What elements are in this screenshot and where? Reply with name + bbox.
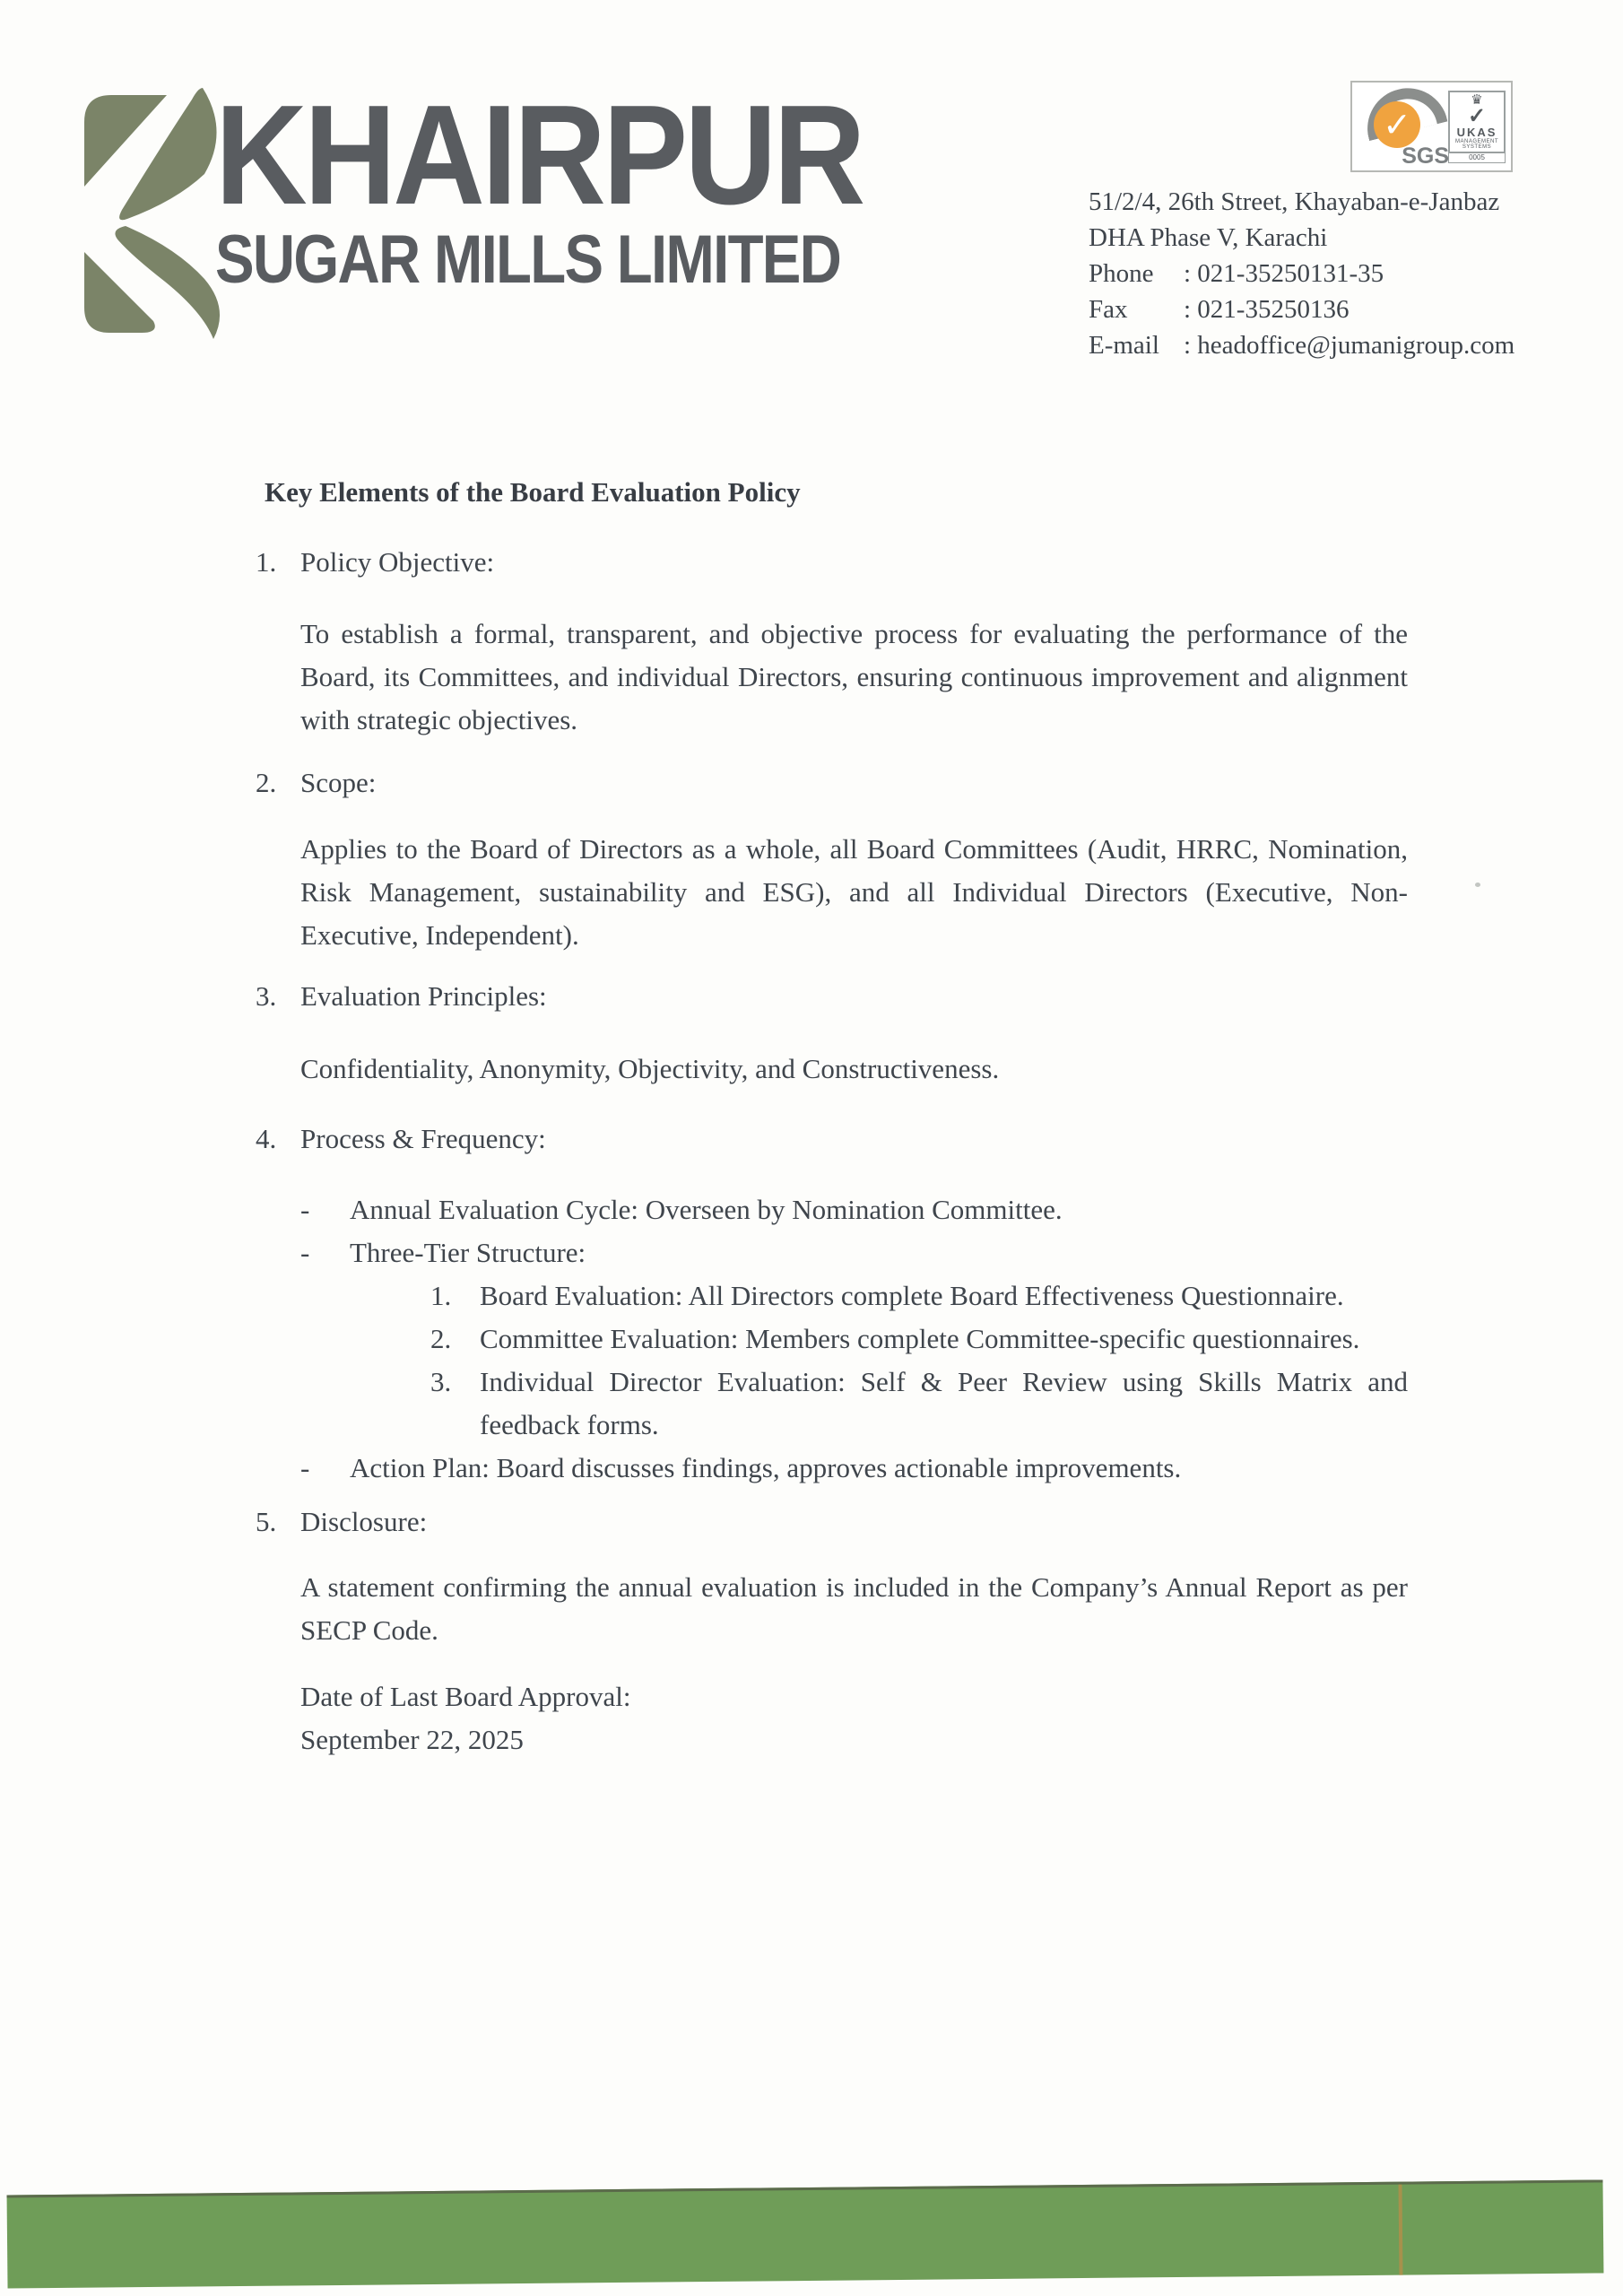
ukas-label: UKAS xyxy=(1456,125,1497,139)
section-5-paragraph: A statement confirming the annual evaluation is included in the Company’s Annual Report as per SECP Code. xyxy=(300,1571,1408,1646)
phone-label: Phone xyxy=(1089,259,1154,288)
section-5-number: 5. xyxy=(256,1506,277,1537)
section-1-number: 1. xyxy=(256,546,277,578)
sgs-check-icon: ✓ xyxy=(1374,101,1420,148)
section-1-title: Policy Objective: xyxy=(300,546,495,578)
tier-number: 2. xyxy=(430,1323,452,1354)
sgs-badge xyxy=(1359,87,1449,169)
company-name xyxy=(215,76,942,298)
fax-row xyxy=(1089,291,1519,327)
email-row xyxy=(1089,327,1519,363)
section-3-paragraph: Confidentiality, Anonymity, Objectivity, and Constructiveness. xyxy=(300,1053,1000,1084)
section-2-title: Scope: xyxy=(300,767,377,798)
address-line1: 51/2/4, 26th Street, Khayaban-e-Janbaz xyxy=(1089,187,1500,216)
process-item-text: Three-Tier Structure: xyxy=(350,1237,586,1268)
company-name-line1: KHAIRPUR xyxy=(215,76,863,234)
footer-green-bar xyxy=(7,2179,1604,2288)
company-name-line2: SUGAR MILLS LIMITED xyxy=(215,222,841,298)
policy-document-body xyxy=(256,471,1408,1761)
section-4-title: Process & Frequency: xyxy=(300,1123,546,1154)
ukas-check-icon: ✓ xyxy=(1467,103,1487,128)
tier-item-text: Committee Evaluation: Members complete Committee-specific questionnaires. xyxy=(480,1323,1360,1354)
ukas-crown-icon: ♛ xyxy=(1471,91,1483,108)
ukas-badge xyxy=(1448,91,1506,163)
section-4-number: 4. xyxy=(256,1123,277,1154)
certification-badges xyxy=(1350,81,1513,172)
fax-label: Fax xyxy=(1089,295,1128,324)
ukas-subtitle-line2: SYSTEMS xyxy=(1462,144,1492,150)
company-logo-k-icon xyxy=(68,77,230,346)
process-item-text: Annual Evaluation Cycle: Overseen by Nomination Committee. xyxy=(350,1194,1063,1225)
section-2-heading xyxy=(256,761,1408,804)
section-5-heading xyxy=(256,1500,1408,1544)
section-3-number: 3. xyxy=(256,980,277,1012)
page-title: Key Elements of the Board Evaluation Policy xyxy=(265,476,801,508)
sgs-label: SGS xyxy=(1402,144,1449,169)
scan-speck xyxy=(1475,883,1480,887)
contact-block xyxy=(1089,184,1519,363)
email-label: E-mail xyxy=(1089,331,1159,360)
dash-marker: - xyxy=(300,1237,310,1268)
address-line2: DHA Phase V, Karachi xyxy=(1089,223,1328,252)
tier-number: 1. xyxy=(430,1280,452,1311)
approval-date: September 22, 2025 xyxy=(300,1724,524,1755)
tier-item-text: Individual Director Evaluation: Self & Peer Review using Skills Matrix and feedback forms. xyxy=(480,1366,1408,1440)
section-3-title: Evaluation Principles: xyxy=(300,980,547,1012)
dash-marker: - xyxy=(300,1194,310,1225)
process-list-item xyxy=(300,1188,1408,1231)
tier-list-item xyxy=(430,1318,1408,1361)
tier-item-text: Board Evaluation: All Directors complete Board Effectiveness Questionnaire. xyxy=(480,1280,1344,1311)
email-value: : headoffice@jumanigroup.com xyxy=(1184,331,1515,360)
tier-list-item xyxy=(430,1274,1408,1318)
tier-number: 3. xyxy=(430,1366,452,1397)
section-1-heading xyxy=(256,541,1408,584)
dash-marker: - xyxy=(300,1452,310,1483)
footer-accent-line xyxy=(1398,2185,1402,2275)
fax-value: : 021-35250136 xyxy=(1184,295,1350,324)
section-3-heading xyxy=(256,975,1408,1018)
ukas-number: 0005 xyxy=(1448,153,1506,163)
process-item-text: Action Plan: Board discusses findings, approves actionable improvements. xyxy=(350,1452,1182,1483)
section-5-title: Disclosure: xyxy=(300,1506,428,1537)
phone-value: : 021-35250131-35 xyxy=(1184,259,1384,288)
section-2-number: 2. xyxy=(256,767,277,798)
section-4-heading xyxy=(256,1118,1408,1161)
tier-list-item xyxy=(430,1361,1408,1447)
ukas-box xyxy=(1448,91,1506,153)
process-list-item xyxy=(300,1231,1408,1274)
process-list-item xyxy=(300,1447,1408,1490)
phone-row xyxy=(1089,256,1519,291)
approval-label: Date of Last Board Approval: xyxy=(300,1681,631,1712)
ukas-subtitle-line1: MANAGEMENT xyxy=(1454,138,1498,144)
section-1-paragraph: To establish a formal, transparent, and objective process for evaluating the performance of the Board, its Committees, and individual Directors, ensuring continuous improvement and alignment with strategic objectives. xyxy=(300,618,1408,735)
section-2-paragraph: Applies to the Board of Directors as a whole, all Board Committees (Audit, HRRC, Nomination, Risk Management, sustainability and ESG), and all Individual Directors (Executive, Non-Executive, Independent). xyxy=(300,833,1408,951)
